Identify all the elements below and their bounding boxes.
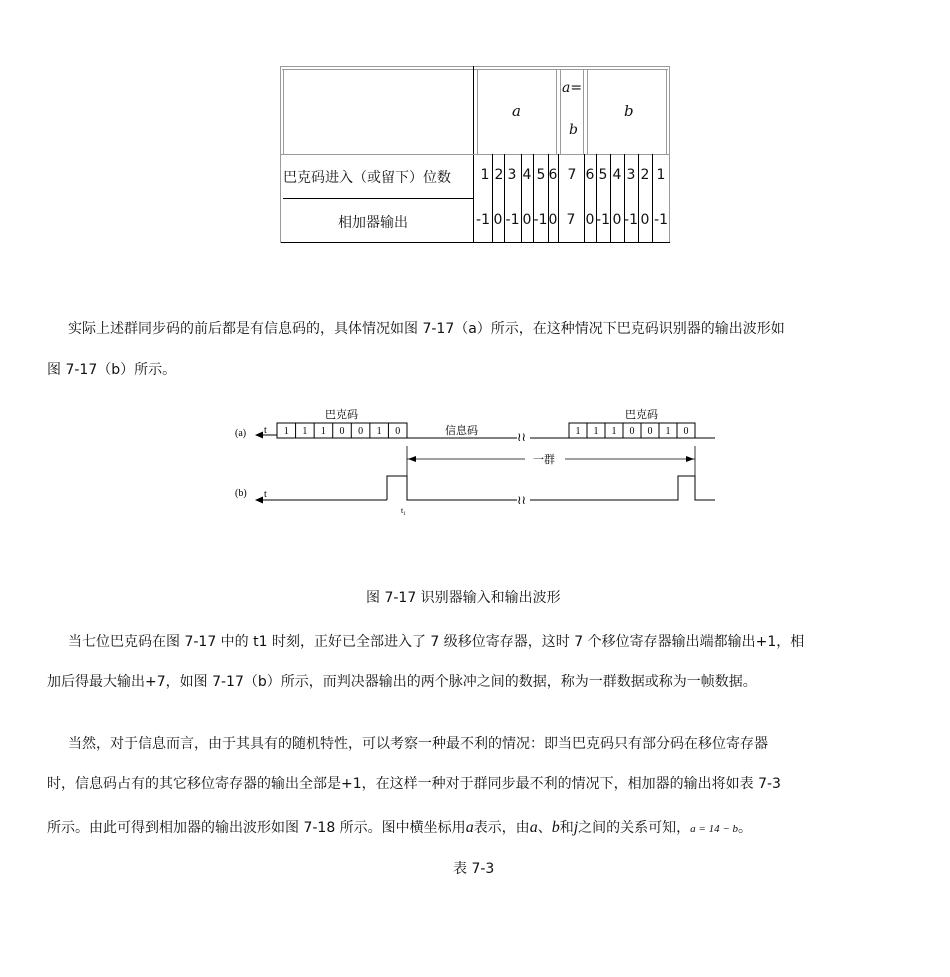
adder-cell: -1	[654, 212, 668, 228]
var-a: a	[529, 819, 538, 836]
break-mark-b: ≀≀	[517, 493, 526, 507]
var-a: a	[465, 819, 474, 836]
dimension-arrow-left-icon	[408, 456, 416, 462]
bit-cell: 1	[480, 167, 490, 183]
adder-cell: 7	[566, 212, 576, 228]
bit-cell: 2	[494, 167, 504, 183]
var-j: j	[573, 819, 579, 836]
paragraph-3-line-1: 当然，对于信息而言，由于其具有的随机特性，可以考察一种最不利的情况：即当巴克码只有部分码在移位寄存器	[68, 736, 768, 752]
line3-text-a: 所示。由此可得到相加器的输出波形如图 7-18 所示。图中横坐标用	[47, 820, 466, 836]
bit-value: 0	[358, 426, 364, 437]
bit-cell: 5	[598, 167, 608, 183]
paragraph-2-line-2: 加后得最大输出+7，如图 7-17（b）所示，而判决器输出的两个脉冲之间的数据，称为一群数据或称为一帧数据。	[47, 674, 757, 690]
dimension-arrow-right-icon	[686, 456, 694, 462]
row-label-bits: 巴克码进入（或留下）位数	[283, 170, 451, 186]
paragraph-1-line-2: 图 7-17（b）所示。	[47, 362, 177, 378]
line3-end: 。	[738, 820, 752, 836]
bit-value: 1	[302, 426, 308, 437]
bit-value: 0	[629, 426, 635, 437]
bit-cell: 4	[522, 167, 532, 183]
line3-text-b: 表示，由	[473, 820, 530, 836]
line3-sep: 、	[537, 820, 552, 836]
figure-caption: 图 7-17 识别器输入和输出波形	[366, 590, 561, 606]
t1-label: $t_1$	[401, 506, 406, 517]
paragraph-1-line-1: 实际上述群同步码的前后都是有信息码的，具体情况如图 7-17（a）所示，在这种情况下巴克码识别器的输出波形如	[68, 321, 785, 337]
formula: a = 14 − b	[690, 823, 738, 835]
adder-cell: -1	[505, 212, 520, 228]
bit-value: 1	[283, 426, 289, 437]
barker-output-table	[280, 66, 670, 243]
header-ab-bottom: b	[569, 122, 578, 138]
adder-cell: 0	[493, 212, 503, 228]
bit-value: 1	[593, 426, 599, 437]
row-label-adder: 相加器输出	[338, 215, 408, 231]
adder-cell: 0	[585, 212, 595, 228]
adder-cell: -1	[596, 212, 610, 228]
group-label: 一群	[533, 454, 555, 466]
adder-cell: 0	[640, 212, 650, 228]
bit-cell: 4	[612, 167, 622, 183]
bit-cell: 6	[585, 167, 595, 183]
var-b: b	[551, 819, 560, 836]
bit-value: 0	[647, 426, 653, 437]
line3-text-c: 之间的关系可知，	[578, 820, 691, 836]
adder-cell: -1	[476, 212, 490, 228]
bit-value: 0	[683, 426, 689, 437]
time-label-a: t	[264, 425, 267, 436]
header-ab-top: a=	[562, 80, 583, 96]
bit-cell: 3	[507, 167, 517, 183]
paragraph-2-line-1: 当七位巴克码在图 7-17 中的 t1 时刻，正好已全部进入了 7 级移位寄存器，这时 7 个移位寄存器输出端都输出+1，相	[68, 634, 805, 650]
bits-left-group	[284, 423, 400, 438]
bits-right-group	[576, 423, 689, 438]
bit-cell: 7	[567, 167, 577, 183]
barker-label-right: 巴克码	[625, 409, 658, 421]
paragraph-3-line-2: 时，信息码占有的其它移位寄存器的输出全部是+1，在这样一种对于群同步最不利的情况下，相加器的输出将如表 7-3	[47, 776, 781, 792]
bit-value: 1	[575, 426, 581, 437]
waveform-diagram	[225, 400, 725, 525]
bit-value: 1	[320, 426, 326, 437]
header-b: b	[624, 102, 634, 120]
bit-cell: 5	[536, 167, 546, 183]
line3-and: 和	[559, 820, 574, 836]
bit-cell: 3	[626, 167, 636, 183]
bit-value: 1	[376, 426, 382, 437]
label-b: (b)	[235, 488, 247, 499]
adder-cell: -1	[624, 212, 638, 228]
time-label-b: t	[264, 489, 267, 500]
break-mark-a: ≀≀	[517, 430, 526, 444]
label-a: (a)	[235, 428, 247, 439]
table-caption: 表 7-3	[453, 861, 495, 877]
adder-cell: 0	[522, 212, 532, 228]
bit-value: 1	[665, 426, 671, 437]
figure-7-17	[225, 400, 725, 525]
adder-cell: 0	[548, 212, 558, 228]
bit-value: 0	[395, 426, 401, 437]
bit-value: 1	[611, 426, 617, 437]
info-label: 信息码	[445, 425, 478, 437]
barker-label-left: 巴克码	[325, 409, 358, 421]
adder-cell: 0	[612, 212, 622, 228]
bit-cell: 6	[548, 167, 558, 183]
bit-cell: 2	[640, 167, 650, 183]
paragraph-3-line-3	[47, 817, 752, 837]
header-a: a	[512, 102, 521, 120]
adder-cell: -1	[533, 212, 548, 228]
bit-value: 0	[339, 426, 345, 437]
bit-cell: 1	[656, 167, 666, 183]
